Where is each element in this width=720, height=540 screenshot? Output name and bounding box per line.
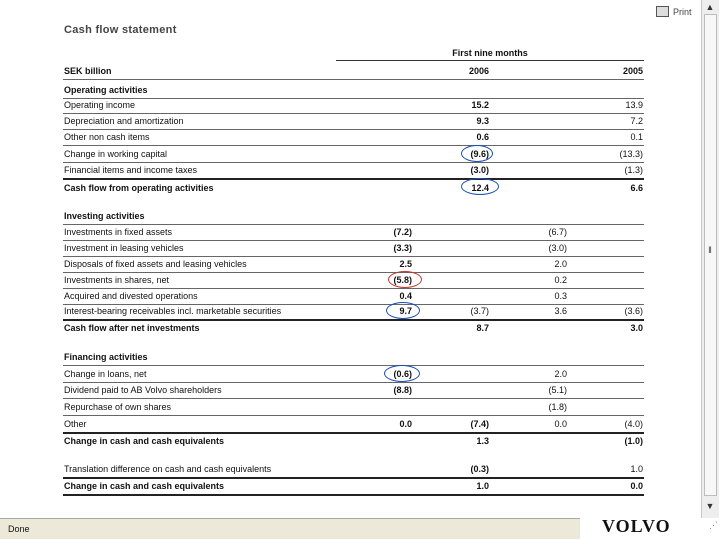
cell-value: 1.0 [630, 464, 643, 474]
print-label: Print [673, 6, 692, 17]
section-heading-investing [63, 208, 644, 225]
cell-value: (7.4) [470, 419, 489, 429]
table-row [63, 366, 644, 383]
cell-value: 2.5 [399, 259, 412, 269]
row-label: Cash flow after net investments [64, 323, 200, 333]
cell-value: (3.3) [393, 243, 412, 253]
table-row [63, 256, 644, 273]
table-row [63, 129, 644, 146]
table-row [63, 97, 644, 114]
cell-value: 0.6 [476, 132, 489, 142]
total-row-financing [63, 433, 644, 449]
cell-value: 6.6 [630, 183, 643, 193]
year-2005-header: 2005 [622, 66, 643, 76]
row-label: Translation difference on cash and cash equivalents [64, 464, 272, 474]
row-label: Other non cash items [64, 132, 150, 142]
page-title: Cash flow statement [64, 24, 177, 36]
vertical-scrollbar[interactable] [701, 0, 719, 518]
cell-value: 0.0 [399, 419, 412, 429]
row-label: Operating income [64, 100, 136, 110]
row-label: Interest-bearing receivables incl. marketable securities [64, 306, 282, 316]
table-row [63, 113, 644, 130]
total-row-operating [63, 180, 644, 196]
cell-value: (3.6) [624, 306, 643, 316]
table-row [63, 399, 644, 416]
cell-value: (0.6) [393, 369, 412, 379]
print-link[interactable] [656, 6, 692, 17]
cell-value: 9.3 [476, 116, 489, 126]
unit-label: SEK billion [64, 66, 112, 76]
cell-value: (3.7) [470, 306, 489, 316]
table-row [63, 461, 644, 479]
row-label: Change in cash and cash equivalents [64, 481, 225, 491]
cell-value: (5.8) [393, 275, 412, 285]
cell-value: 0.0 [630, 481, 643, 491]
table-row [63, 303, 644, 321]
row-label: Change in loans, net [64, 369, 147, 379]
table-row [63, 224, 644, 241]
cell-value: (0.3) [470, 464, 489, 474]
cell-value: (1.8) [548, 402, 567, 412]
status-bar [0, 518, 580, 539]
cell-value: (7.2) [393, 227, 412, 237]
row-label: Investments in fixed assets [64, 227, 173, 237]
cell-value: 2.0 [554, 369, 567, 379]
cell-value: 0.3 [554, 291, 567, 301]
total-row-investing [63, 320, 644, 336]
row-label: Investment in leasing vehicles [64, 243, 184, 253]
table-row [63, 240, 644, 257]
section-heading-financing [63, 349, 644, 366]
cell-value: 9.7 [399, 306, 412, 316]
row-label: Cash flow from operating activities [64, 183, 214, 193]
cell-value: 12.4 [471, 183, 489, 193]
cell-value: 13.9 [625, 100, 643, 110]
row-label: Depreciation and amortization [64, 116, 184, 126]
table-row [63, 162, 644, 180]
row-label: Dividend paid to AB Volvo shareholders [64, 385, 222, 395]
table-row [63, 416, 644, 434]
row-label: Financing activities [64, 352, 148, 362]
cell-value: 15.2 [471, 100, 489, 110]
scroll-up-icon[interactable]: ▲ [705, 2, 715, 12]
cell-value: 3.0 [630, 323, 643, 333]
cell-value: 8.7 [476, 323, 489, 333]
period-header: First nine months [336, 48, 644, 61]
cell-value: 7.2 [630, 116, 643, 126]
cell-value: (5.1) [548, 385, 567, 395]
cell-value: (8.8) [393, 385, 412, 395]
row-label: Change in working capital [64, 149, 168, 159]
cell-value: (13.3) [619, 149, 643, 159]
scroll-grip-icon: ‖ [708, 245, 712, 255]
cell-value: (6.7) [548, 227, 567, 237]
row-label: Investing activities [64, 211, 145, 221]
cell-value: 0.2 [554, 275, 567, 285]
row-label: Disposals of fixed assets and leasing vehicles [64, 259, 247, 269]
cell-value: (3.0) [548, 243, 567, 253]
row-label: Acquired and divested operations [64, 291, 198, 301]
cell-value: (1.0) [624, 436, 643, 446]
cell-value: 0.1 [630, 132, 643, 142]
table-row [63, 382, 644, 399]
table-row [63, 272, 644, 289]
year-2006-header: 2006 [468, 66, 489, 76]
scroll-down-icon[interactable]: ▼ [705, 501, 715, 511]
row-label: Repurchase of own shares [64, 402, 172, 412]
table-row [63, 478, 644, 496]
status-text: Done [8, 524, 30, 534]
cell-value: 0.0 [554, 419, 567, 429]
cell-value: 3.6 [554, 306, 567, 316]
volvo-logo: VOLVO [602, 516, 671, 536]
cell-value: (9.6) [470, 149, 489, 159]
column-header-row [63, 63, 644, 80]
cell-value: (4.0) [624, 419, 643, 429]
cell-value: 1.0 [476, 481, 489, 491]
cell-value: 2.0 [554, 259, 567, 269]
resize-grip-icon[interactable]: ⋰ [709, 520, 718, 530]
table-row [63, 146, 644, 163]
row-label: Operating activities [64, 85, 148, 95]
printer-icon [656, 6, 669, 17]
cell-value: 0.4 [399, 291, 412, 301]
row-label: Investments in shares, net [64, 275, 170, 285]
cell-value: 1.3 [476, 436, 489, 446]
row-label: Other [64, 419, 87, 429]
cell-value: (3.0) [470, 165, 489, 175]
row-label: Change in cash and cash equivalents [64, 436, 225, 446]
row-label: Financial items and income taxes [64, 165, 198, 175]
cell-value: (1.3) [624, 165, 643, 175]
